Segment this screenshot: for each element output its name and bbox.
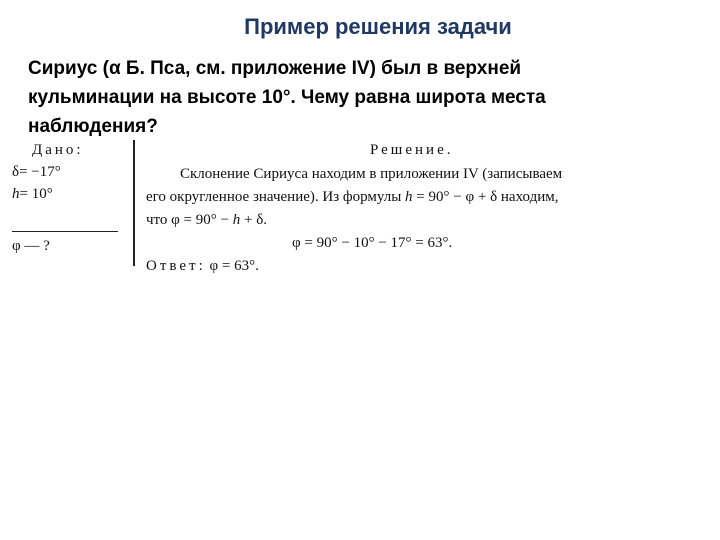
- slide-title: Пример решения задачи: [244, 14, 512, 39]
- given-header: Дано:: [32, 142, 84, 158]
- given-divider: [12, 231, 118, 232]
- problem-line-1: Сириус (α Б. Пса, см. приложение IV) был в верхней: [28, 58, 522, 79]
- answer-value: φ = 63°.: [209, 258, 259, 274]
- given-delta: [12, 164, 61, 181]
- h-symbol: h: [12, 186, 20, 202]
- solution-calculation: φ = 90° − 10° − 17° = 63°.: [292, 235, 453, 251]
- given-unknown: φ — ?: [12, 238, 50, 254]
- solution-line-1: Склонение Сириуса находим в приложении IV (записываем: [180, 166, 563, 182]
- solution-header: Решение.: [370, 142, 454, 158]
- solution-line-3-h: h: [232, 212, 241, 228]
- delta-value: = −17°: [19, 164, 61, 180]
- solution-answer: [146, 258, 259, 275]
- solution-line-3-a: что φ = 90° −: [146, 212, 233, 228]
- solution-line-2-h: h: [405, 189, 413, 205]
- section-divider: [133, 140, 135, 266]
- problem-statement: [28, 54, 668, 141]
- delta-symbol: δ: [12, 164, 20, 180]
- solution-line-3: [146, 212, 267, 229]
- solution-line-3-b: + δ.: [240, 212, 268, 228]
- problem-line-2: кульминации на высоте 10°. Чему равна широта места: [28, 87, 546, 108]
- h-value: = 10°: [19, 186, 53, 202]
- solution-line-2-a: его округленное значение). Из формулы: [146, 189, 406, 205]
- given-h: [12, 186, 53, 203]
- problem-line-3: наблюдения?: [28, 116, 158, 137]
- solution-line-2: [146, 189, 558, 206]
- answer-label: Ответ:: [146, 258, 206, 274]
- solution-line-2-b: = 90° − φ + δ находим,: [412, 189, 559, 205]
